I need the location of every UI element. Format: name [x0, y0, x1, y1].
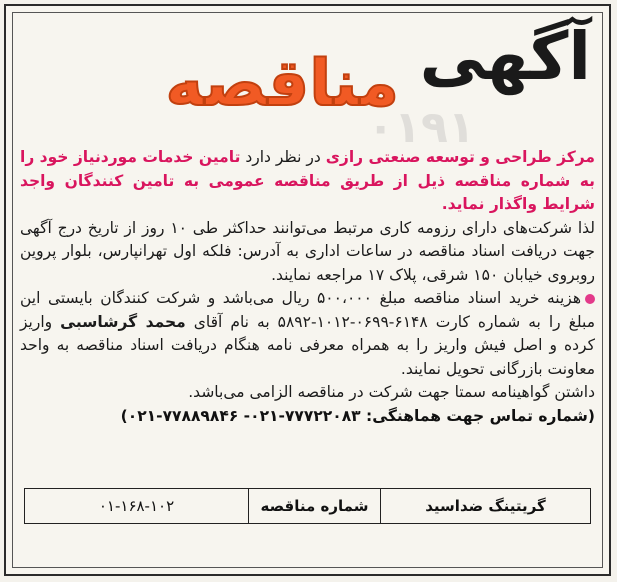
contact-line: (شماره تماس جهت هماهنگی: ۷۷۷۲۲۰۸۳-۰۲۱- ۷۷۸۸۹۸۴۶-۰۲۱) [120, 406, 595, 425]
watermark-text: ۰۱۹۱ [367, 102, 475, 153]
fee-text-c: واریز کرده و اصل فیش واریز را به همراه معرفی نامه هنگام دریافت اسناد مناقصه به واحد معاونت بازرگانی تحویل نمایند. [20, 312, 595, 378]
paragraph-fee [20, 287, 595, 381]
paragraph-eligibility: لذا شرکت‌های دارای رزومه کاری مرتبط می‌توانند حداکثر طی ۱۰ روز از تاریخ درج آگهی جهت دریافت اسناد مناقصه در ساعات اداری به آدرس: فلکه اول تهرانپارس، بلوار پروین روبروی خیابان ۱۵۰ شرقی، پلاک ۱۷ مراجعه نمایند. [20, 218, 595, 284]
title-word-ad: آگهی [419, 18, 591, 95]
tender-number-label: شماره مناقصه [248, 489, 380, 523]
company-name: مرکز طراحی و توسعه صنعتی رازی [325, 148, 595, 166]
ad-frame [4, 4, 611, 576]
payee-name: محمد گرشاسبی [60, 312, 186, 331]
tender-table [24, 488, 591, 524]
bullet-icon [585, 294, 595, 304]
ad-body [20, 146, 595, 428]
paragraph-certificate: داشتن گواهینامه سمتا جهت شرکت در مناقصه الزامی می‌باشد. [188, 383, 595, 401]
intro-purpose: تامین خدمات موردنیاز خود را به شماره مناقصه ذیل از طریق مناقصه عمومی به تامین کنندگان واجد شرایط واگذار نماید. [20, 148, 595, 213]
tender-number-value: ۰۱-۱۶۸-۱۰۲ [98, 497, 175, 515]
tender-subject-cell: گریتینگ ضداسید [380, 489, 590, 523]
fee-text-a: هزینه خرید اسناد مناقصه مبلغ ۵۰۰،۰۰۰ ریال می‌باشد و شرکت کنندگان بایستی این مبلغ را به شماره کارت ۶۱۴۸-۰۶۹۹-۱۰۱۲-۵۸۹۲ به نام آقای [20, 289, 596, 331]
paragraph-intro [20, 146, 595, 217]
intro-connector: در نظر دارد [240, 148, 326, 166]
ad-title [6, 18, 609, 134]
title-word-tender: مناقصه [165, 47, 399, 121]
